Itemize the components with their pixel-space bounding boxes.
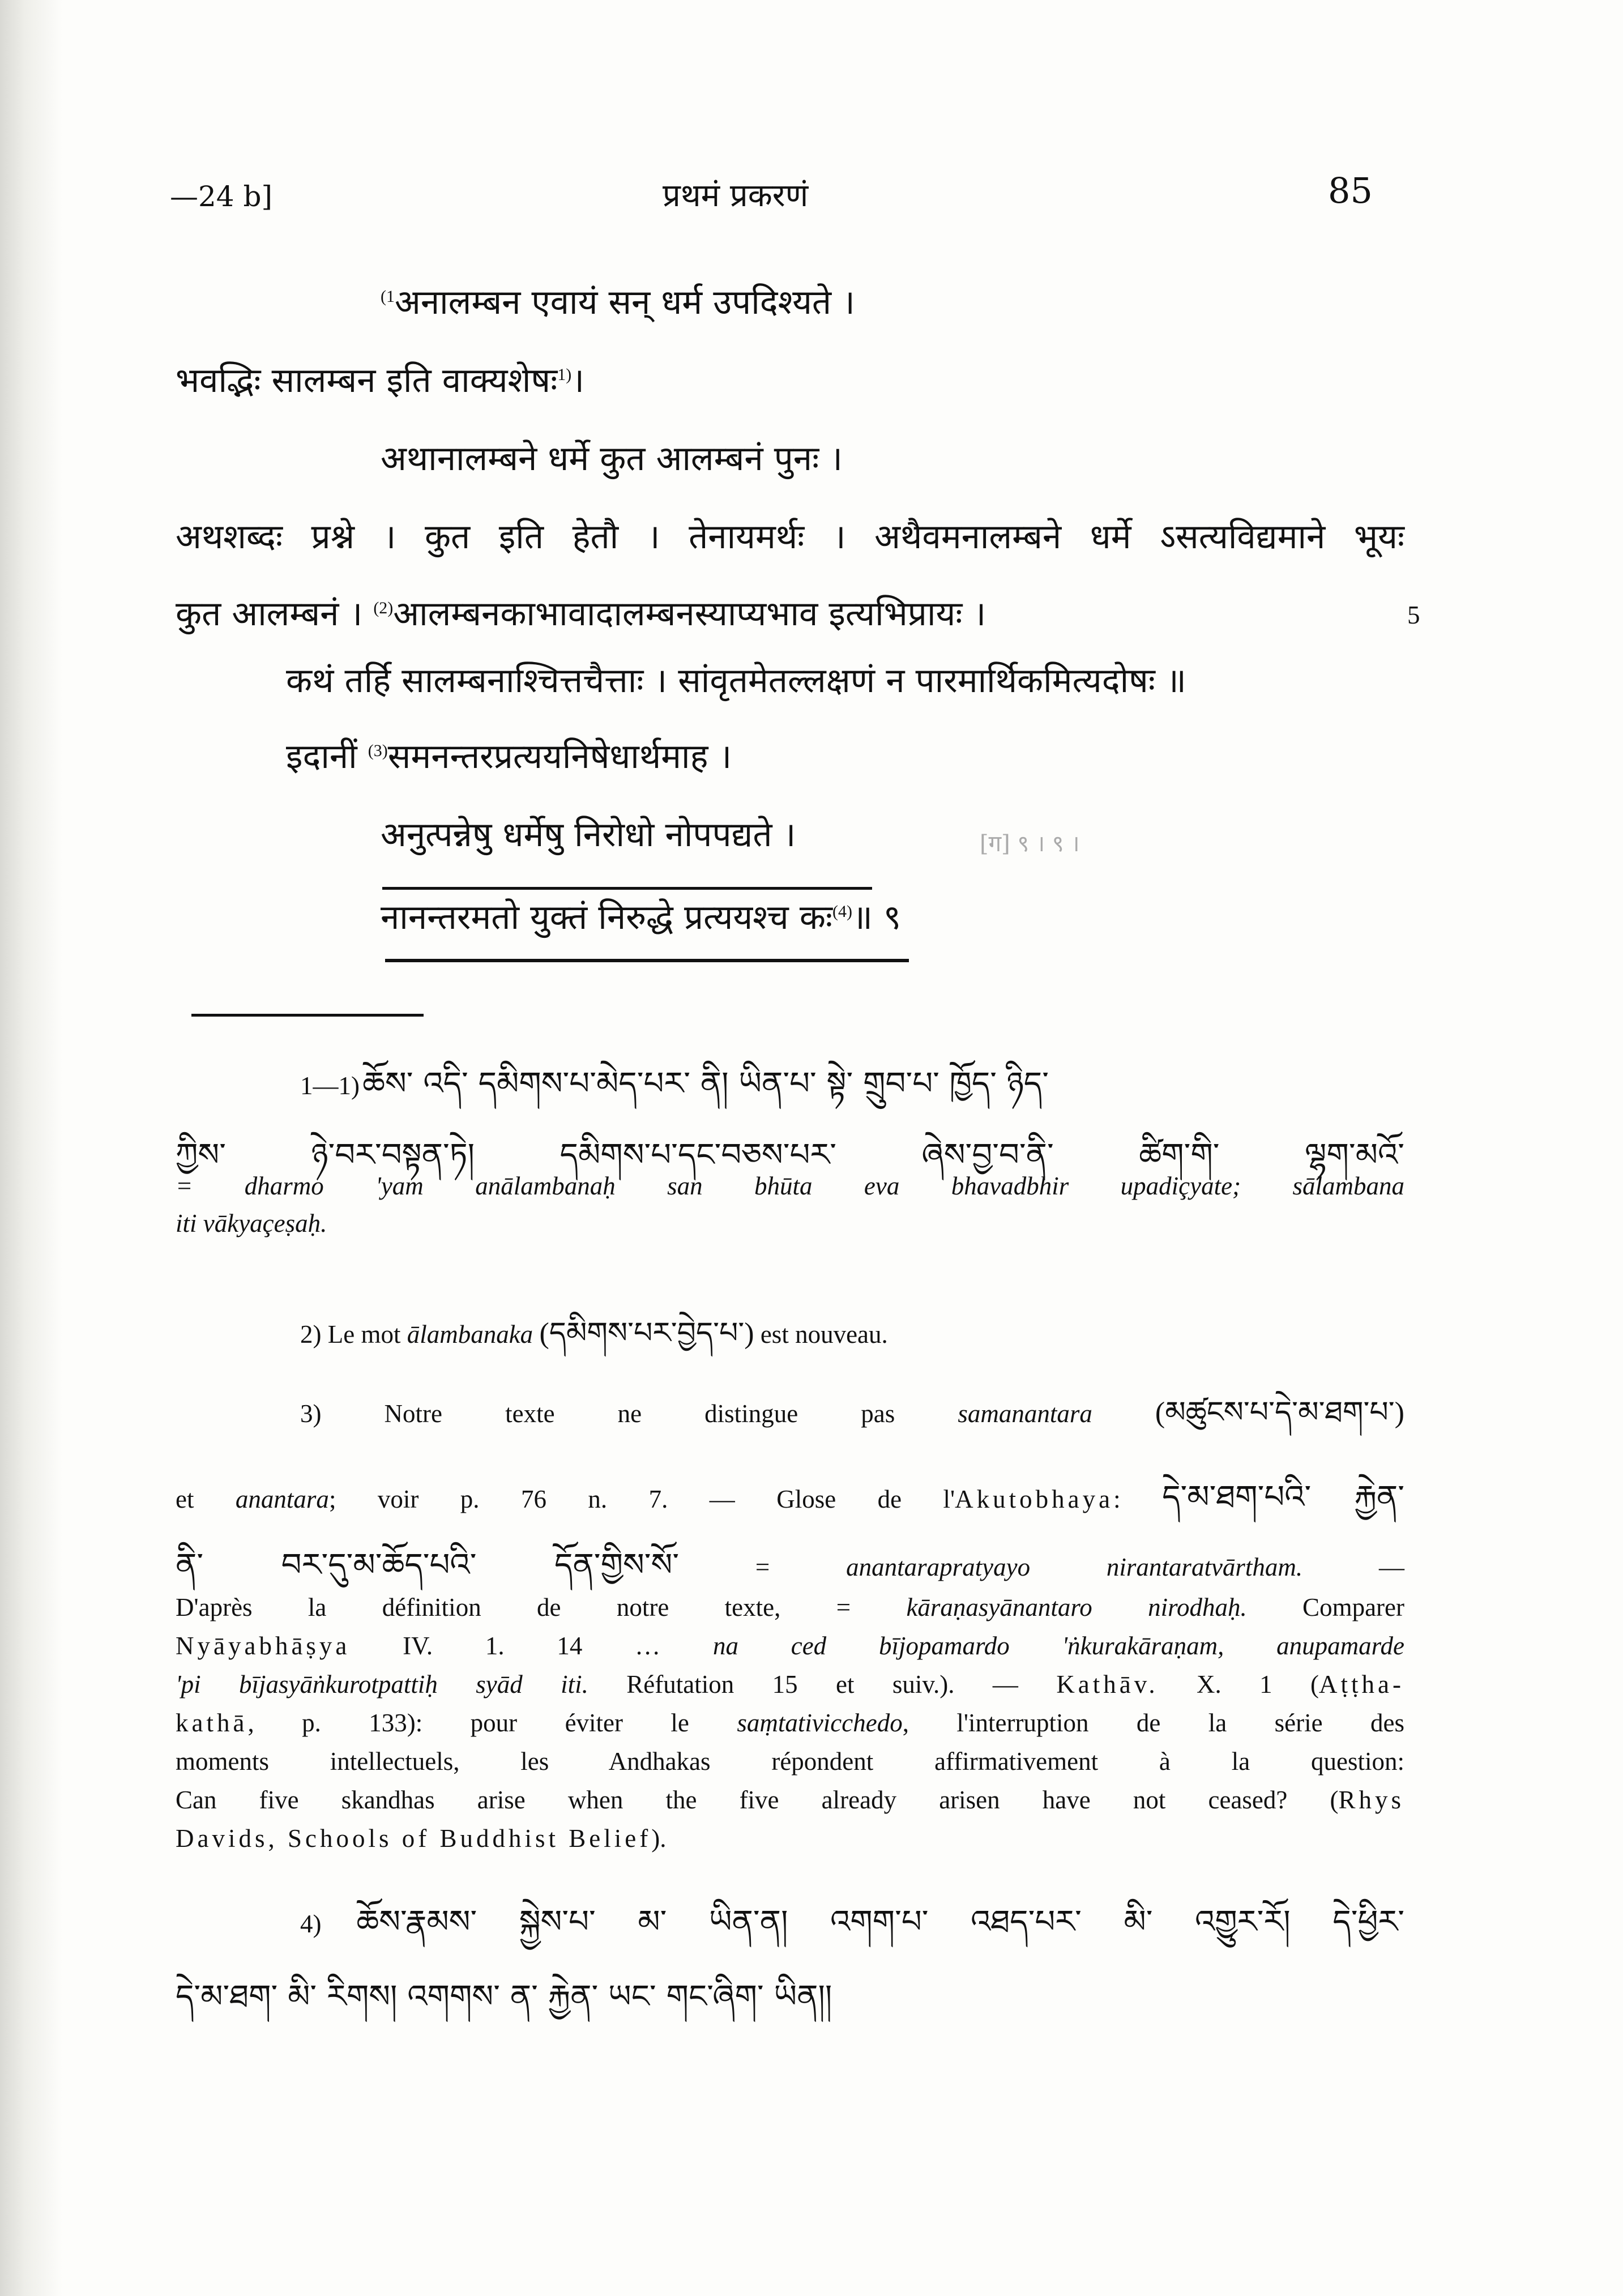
tibetan-text: ཆོས་རྣམས་ སྐྱེས་པ་ མ་ ཡིན་ན། འགག་པ་ འཐད་པར་ མི་ འགྱུར་རོ། དེ་ཕྱིར་ (356, 1904, 1404, 1940)
spaced-title: Rhys (1338, 1786, 1404, 1814)
tibetan-text: ནི་ བར་དུ་མ་ཆོད་པའི་ དོན་གྱིས་སོ་ (176, 1548, 680, 1583)
italic-term: na ced bījopamardo 'ṅkurakāraṇam, anupamarde (712, 1632, 1404, 1660)
footnote-1-transliteration: = dharmo 'yam anālambanaḥ san bhūta eva bhavadbhir upadiçyate; sālambana (176, 1172, 1404, 1200)
commentary-text: भवद्भिः सालम्बन इति वाक्यशेषः (176, 361, 558, 400)
footnote-3-line-6 (176, 1670, 1404, 1699)
text: 3) Notre texte ne distingue pas (300, 1399, 958, 1428)
footnote-marker: (1 (381, 287, 395, 306)
text: X. 1 ( (1158, 1670, 1319, 1698)
text: 2) Le mot (300, 1320, 407, 1348)
verse-line-8: अनुत्पन्नेषु धर्मेषु निरोधो नोपपद्यते । (381, 815, 796, 855)
marginal-stamp: [ग] ९ । ९ । (980, 831, 1080, 857)
text: ; voir p. 76 n. 7. — Glose de l' (328, 1485, 955, 1513)
italic-term: ālambanaka (407, 1320, 533, 1348)
verse-number: ॥ ९ (852, 898, 902, 937)
footnote-3-line-9 (176, 1785, 1404, 1815)
scan-edge-shadow (0, 0, 62, 2296)
spaced-title: Nyāyabhāṣya (176, 1632, 351, 1660)
line-number: 5 (1407, 601, 1420, 629)
tibetan-text: ཆོས་ འདི་ དམིགས་པ་མེད་པར་ ནི། ཡིན་པ་ སྟེ་ གྲུབ་པ་ ཁྱོད་ ཉིད་ (362, 1065, 1049, 1102)
commentary-text: कुत आलम्बनं । (176, 594, 363, 634)
text: Réfutation 15 et suiv.). — (588, 1670, 1057, 1698)
italic-term: 'pi bījasyāṅkurotpattiḥ syād iti. (176, 1670, 588, 1698)
tibetan-text: (མཚུངས་པ་དེ་མ་ཐག་པ་) (1155, 1397, 1404, 1429)
footnote-marker: (4) (832, 902, 853, 921)
footnote-number: 1—1) (300, 1072, 360, 1100)
footnote-3-line-4 (176, 1593, 1404, 1622)
commentary-line-5 (176, 589, 986, 635)
text: est nouveau. (754, 1320, 888, 1348)
footnote-1-line-2: ཀྱིས་ ཉེ་བར་བསྟན་ཏེ། དམིགས་པ་དང་བཅས་པར་ ཞེས་བྱ་བ་ནི་ ཚིག་གི་ ལྷག་མའོ་ (176, 1137, 1404, 1173)
italic-term: samanantara (958, 1399, 1092, 1428)
commentary-line-7 (286, 732, 732, 778)
footnote-4-line-2: དེ་མ་ཐག་ མི་ རིགས། འགགས་ ན་ རྐྱེན་ ཡང་ གང་ཞིག་ ཡིན།། (176, 1978, 832, 2015)
text: et (176, 1485, 236, 1513)
text: Comparer (1246, 1593, 1404, 1621)
tibetan-text: (དམིགས་པར་བྱེད་པ་) (539, 1317, 754, 1350)
text: IV. 1. 14 … (350, 1632, 713, 1660)
commentary-text: इदानीं (286, 737, 357, 776)
text: Can five skandhas arise when the five already arisen have not ceased? ( (176, 1786, 1339, 1814)
commentary-line-2 (176, 356, 584, 402)
running-head-section: —24 b] (170, 180, 273, 213)
page-number: 85 (1328, 170, 1373, 211)
italic-term: anantarapratyayo nirantaratvārtham. (846, 1553, 1303, 1581)
text: , p. 133): pour éviter le (247, 1709, 737, 1737)
text: ). (651, 1824, 667, 1853)
tibetan-text: དེ་མ་ཐག་པའི་ རྐྱེན་ (1162, 1480, 1404, 1515)
verse-line-1 (381, 278, 855, 324)
italic-term: kāraṇasyānantaro nirodhaḥ. (906, 1593, 1247, 1621)
footnote-1-transliteration-end: iti vākyaçeṣaḥ. (176, 1209, 327, 1237)
footnote-3-line-10 (176, 1824, 666, 1853)
spaced-title: Kathāv. (1056, 1670, 1159, 1698)
spaced-title: Aṭṭha- (1319, 1670, 1404, 1698)
danda: । (571, 361, 584, 400)
commentary-text: आलम्बनकाभावादालम्बनस्याप्यभाव इत्यभिप्रायः । (393, 594, 986, 634)
verse-line-9 (381, 893, 901, 939)
spaced-title: Akutobhaya (955, 1485, 1114, 1513)
spaced-title: Davids, Schools of Buddhist Belief (176, 1824, 652, 1853)
commentary-line-6: कथं तर्हि सालम्बनाश्चित्तचैत्ताः । सांवृतमेतल्लक्षणं न पारमार्थिकमित्यदोषः ॥ (286, 661, 1186, 701)
italic-term: saṃtativicchedo (737, 1709, 903, 1737)
commentary-text: समनन्तरप्रत्ययनिषेधार्थमाह । (387, 737, 732, 776)
footnote-3-line-1 (300, 1380, 1404, 1462)
verse-text: नानन्तरमतो युक्तं निरुद्धे प्रत्ययश्च कः (381, 898, 833, 937)
footnote-marker: (3) (368, 741, 388, 760)
text: D'après la définition de notre texte, = (176, 1593, 907, 1621)
footnote-marker: (2) (373, 599, 394, 617)
spaced-title: kathā (176, 1709, 248, 1737)
footnote-2 (300, 1300, 888, 1383)
footnote-3-line-7 (176, 1708, 1404, 1738)
footnote-separator (191, 1014, 424, 1017)
text: = (679, 1553, 847, 1581)
running-title: प्रथमं प्रकरणं (663, 177, 809, 214)
text: , l'interruption de la série des (902, 1709, 1404, 1737)
footnote-3-line-8: moments intellectuels, les Andhakas répondent affirmativement à la question: (176, 1747, 1404, 1776)
commentary-line-4: अथशब्दः प्रश्ने । कुत इति हेतौ । तेनायमर्थः । अथैवमनालम्बने धर्मे ऽसत्यविद्यमाने भूयः (176, 517, 1404, 557)
italic-term: anantara (235, 1485, 329, 1513)
footnote-number: 4) (300, 1910, 322, 1938)
verse-underline (385, 959, 909, 962)
footnote-3-line-5 (176, 1631, 1404, 1661)
footnote-marker: 1) (557, 365, 572, 384)
text: — (1302, 1553, 1404, 1581)
verse-text: अनालम्बन एवायं सन् धर्म उपदिश्यते । (395, 283, 855, 322)
text: : (1113, 1485, 1121, 1513)
verse-line-3: अथानालम्बने धर्मे कुत आलम्बनं पुनः । (381, 439, 843, 479)
verse-underline (382, 887, 872, 890)
